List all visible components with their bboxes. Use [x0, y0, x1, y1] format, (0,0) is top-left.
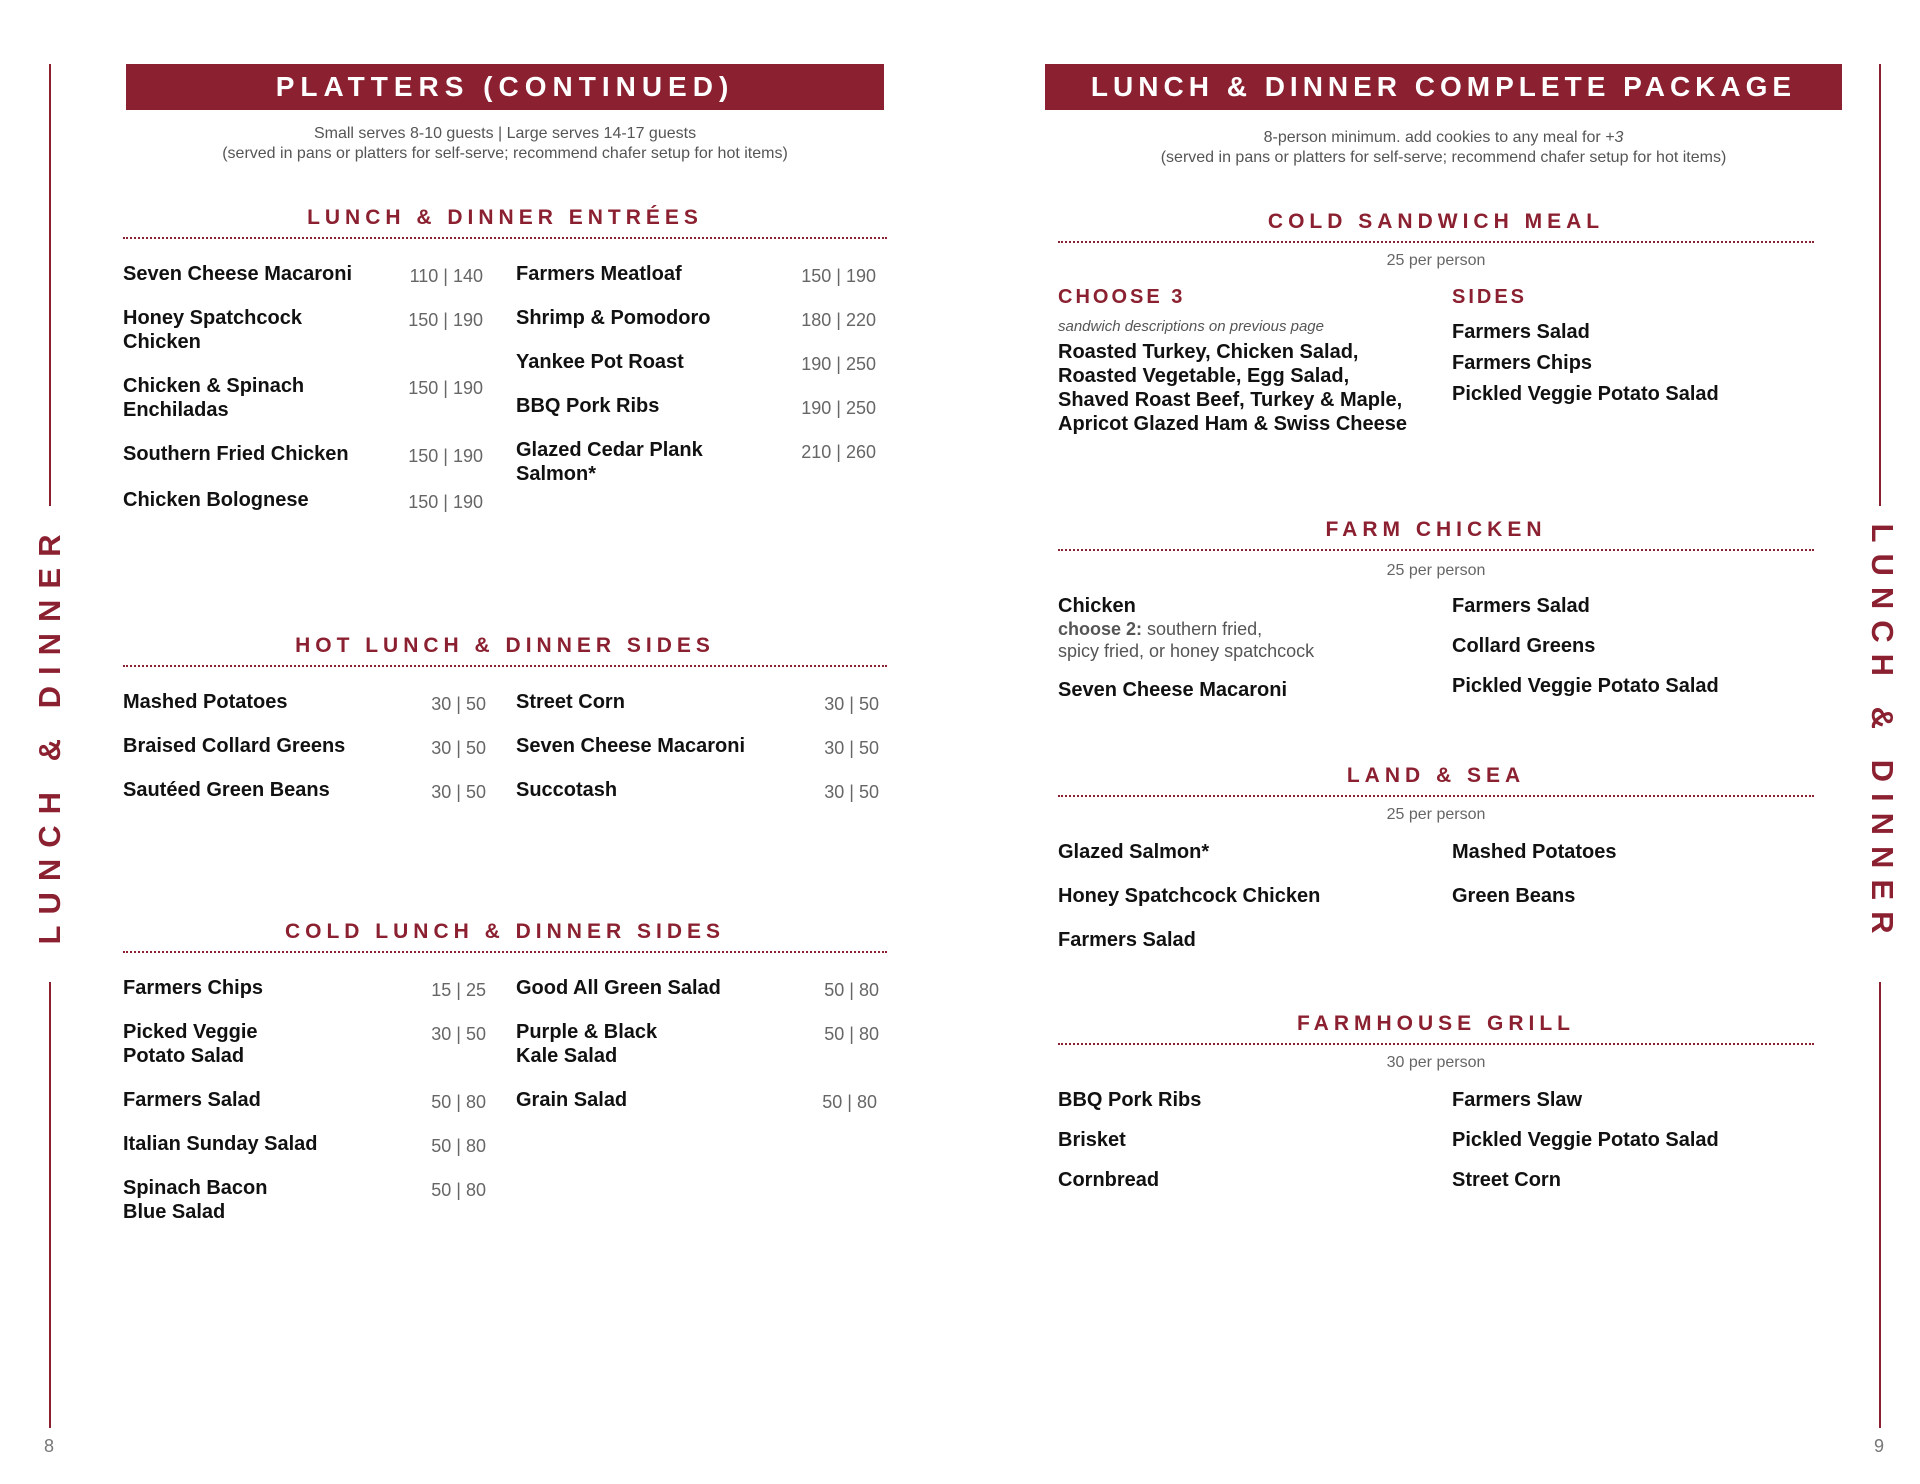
menu-item-price: 50 | 80 [431, 1092, 486, 1112]
chicken-label: Chicken [1058, 595, 1136, 617]
menu-item-price: 30 | 50 [431, 694, 486, 714]
menu-item-price: 210 | 260 [801, 442, 876, 462]
menu-item-name: Sautéed Green Beans [123, 779, 330, 801]
intro-cookie-price: +3 [1605, 129, 1624, 146]
divider [1058, 241, 1814, 243]
menu-item-price: 30 | 50 [824, 738, 879, 758]
divider [1058, 1043, 1814, 1045]
menu-item-name: Purple & Black Kale Salad [516, 1021, 658, 1067]
intro-service-note: (served in pans or platters for self-serve; recommend chafer setup for hot items) [222, 145, 788, 162]
farm-chicken-title: FARM CHICKEN [1325, 518, 1547, 541]
menu-item-name: Yankee Pot Roast [516, 351, 684, 373]
menu-item-name: Mashed Potatoes [123, 691, 288, 713]
menu-item-price: 190 | 250 [801, 398, 876, 418]
intro-serving-sizes: Small serves 8-10 guests | Large serves 14-17 guests [313, 125, 697, 142]
menu-item-price: 150 | 190 [408, 310, 483, 330]
side-item: Farmers Salad [1452, 595, 1590, 617]
price-per-person: 25 per person [1386, 562, 1486, 579]
menu-item-price: 50 | 80 [824, 1024, 879, 1044]
menu-item-name: Chicken Bolognese [123, 489, 309, 511]
menu-item: Cornbread [1058, 1169, 1160, 1191]
land-sea-title: LAND & SEA [1346, 764, 1526, 787]
menu-item: Glazed Salmon* [1058, 841, 1210, 863]
hot-sides-title: HOT LUNCH & DINNER SIDES [295, 634, 715, 657]
menu-item: Seven Cheese Macaroni [1058, 679, 1287, 701]
menu-item: Farmers Salad [1058, 929, 1196, 951]
price-per-person: 25 per person [1386, 252, 1486, 269]
menu-item-price: 50 | 80 [822, 1092, 877, 1112]
divider [123, 951, 887, 953]
divider [123, 237, 887, 239]
menu-item-name: Honey Spatchcock Chicken [123, 307, 302, 353]
menu-item-name: Farmers Meatloaf [516, 263, 682, 285]
menu-item-price: 30 | 50 [824, 782, 879, 802]
side-item: Pickled Veggie Potato Salad [1452, 1129, 1719, 1151]
side-item: Farmers Salad [1452, 321, 1590, 343]
menu-item-name: Seven Cheese Macaroni [123, 263, 352, 285]
menu-item-price: 30 | 50 [431, 738, 486, 758]
menu-item-name: Glazed Cedar Plank Salmon* [516, 439, 703, 485]
menu-item-price: 50 | 80 [824, 980, 879, 1000]
menu-item: Honey Spatchcock Chicken [1058, 885, 1321, 907]
cold-sides-title: COLD LUNCH & DINNER SIDES [284, 920, 725, 943]
side-item: Mashed Potatoes [1452, 841, 1617, 863]
menu-item-price: 50 | 80 [431, 1180, 486, 1200]
right-rail-bottom [1879, 982, 1881, 1428]
menu-item-name: Southern Fried Chicken [123, 443, 349, 465]
menu-item-name: BBQ Pork Ribs [516, 395, 660, 417]
side-item: Farmers Slaw [1452, 1089, 1583, 1111]
side-item: Green Beans [1452, 885, 1576, 907]
right-rail-top [1879, 64, 1881, 506]
left-side-title: LUNCH & DINNER [32, 523, 67, 945]
left-rail-bottom [49, 982, 51, 1428]
menu-item: BBQ Pork Ribs [1058, 1089, 1202, 1111]
package-banner: LUNCH & DINNER COMPLETE PACKAGE [1045, 64, 1842, 110]
side-item: Collard Greens [1452, 635, 1596, 657]
menu-item-name: Picked Veggie Potato Salad [123, 1021, 258, 1067]
intro-minimum-text: 8-person minimum. add cookies to any meal for [1263, 129, 1606, 146]
menu-item-price: 30 | 50 [824, 694, 879, 714]
page-number-left: 8 [44, 1436, 55, 1456]
menu-item-name: Farmers Salad [123, 1089, 261, 1111]
menu-item-name: Italian Sunday Salad [123, 1133, 318, 1155]
menu-item-price: 150 | 190 [801, 266, 876, 286]
menu-item-name: Spinach Bacon Blue Salad [123, 1177, 268, 1223]
menu-item-price: 110 | 140 [409, 266, 483, 286]
platters-banner: PLATTERS (CONTINUED) [126, 64, 884, 110]
farmhouse-grill-title: FARMHOUSE GRILL [1297, 1012, 1575, 1035]
intro-minimum-note [1045, 128, 1842, 148]
chicken-options-2: spicy fried, or honey spatchcock [1058, 641, 1315, 661]
menu-item-name: Braised Collard Greens [123, 735, 346, 757]
price-per-person: 30 per person [1386, 1054, 1486, 1071]
menu-item-name: Chicken & Spinach Enchiladas [123, 375, 305, 421]
right-side-title: LUNCH & DINNER [1865, 523, 1900, 945]
menu-item-name: Grain Salad [516, 1089, 628, 1111]
sandwich-note: sandwich descriptions on previous page [1058, 318, 1324, 335]
chicken-options-1: southern fried, [1142, 619, 1263, 639]
menu-item: Brisket [1058, 1129, 1126, 1151]
divider [1058, 795, 1814, 797]
menu-item-price: 180 | 220 [801, 310, 876, 330]
side-item: Pickled Veggie Potato Salad [1452, 675, 1719, 697]
divider [1058, 549, 1814, 551]
choose-3-heading: CHOOSE 3 [1058, 286, 1186, 308]
sandwich-choices: Roasted Turkey, Chicken Salad, Roasted Vegetable, Egg Salad, Shaved Roast Beef, Turkey & Maple, Apricot Glazed Ham & Swiss Cheese [1058, 341, 1408, 435]
menu-item-name: Street Corn [516, 691, 625, 713]
choose-2-label: choose 2: [1058, 619, 1143, 639]
menu-item-price: 30 | 50 [431, 782, 486, 802]
menu-item-price: 190 | 250 [801, 354, 876, 374]
menu-item-price: 150 | 190 [408, 378, 483, 398]
page-number-right: 9 [1874, 1436, 1885, 1456]
price-per-person: 25 per person [1386, 806, 1486, 823]
cold-sandwich-title: COLD SANDWICH MEAL [1267, 210, 1605, 233]
menu-item-price: 50 | 80 [431, 1136, 486, 1156]
side-item: Street Corn [1452, 1169, 1561, 1191]
platters-intro [126, 124, 884, 164]
chicken-choices [1058, 618, 1398, 662]
menu-item-name: Shrimp & Pomodoro [516, 307, 711, 329]
menu-item-name: Good All Green Salad [516, 977, 721, 999]
sides-heading: SIDES [1452, 286, 1528, 308]
menu-item-price: 150 | 190 [408, 446, 483, 466]
menu-item-price: 150 | 190 [408, 492, 483, 512]
menu-item-price: 30 | 50 [431, 1024, 486, 1044]
entrees-title: LUNCH & DINNER ENTRÉES [307, 206, 703, 229]
menu-item-name: Succotash [516, 779, 618, 801]
menu-item-price: 15 | 25 [431, 980, 486, 1000]
chicken-choices-line1 [1058, 618, 1398, 640]
package-intro [1045, 128, 1842, 168]
divider [123, 665, 887, 667]
left-rail-top [49, 64, 51, 506]
menu-item-name: Seven Cheese Macaroni [516, 735, 745, 757]
side-item: Farmers Chips [1452, 352, 1593, 374]
intro-service-note: (served in pans or platters for self-serve; recommend chafer setup for hot items) [1160, 149, 1727, 166]
menu-item-name: Farmers Chips [123, 977, 264, 999]
side-item: Pickled Veggie Potato Salad [1452, 383, 1719, 405]
